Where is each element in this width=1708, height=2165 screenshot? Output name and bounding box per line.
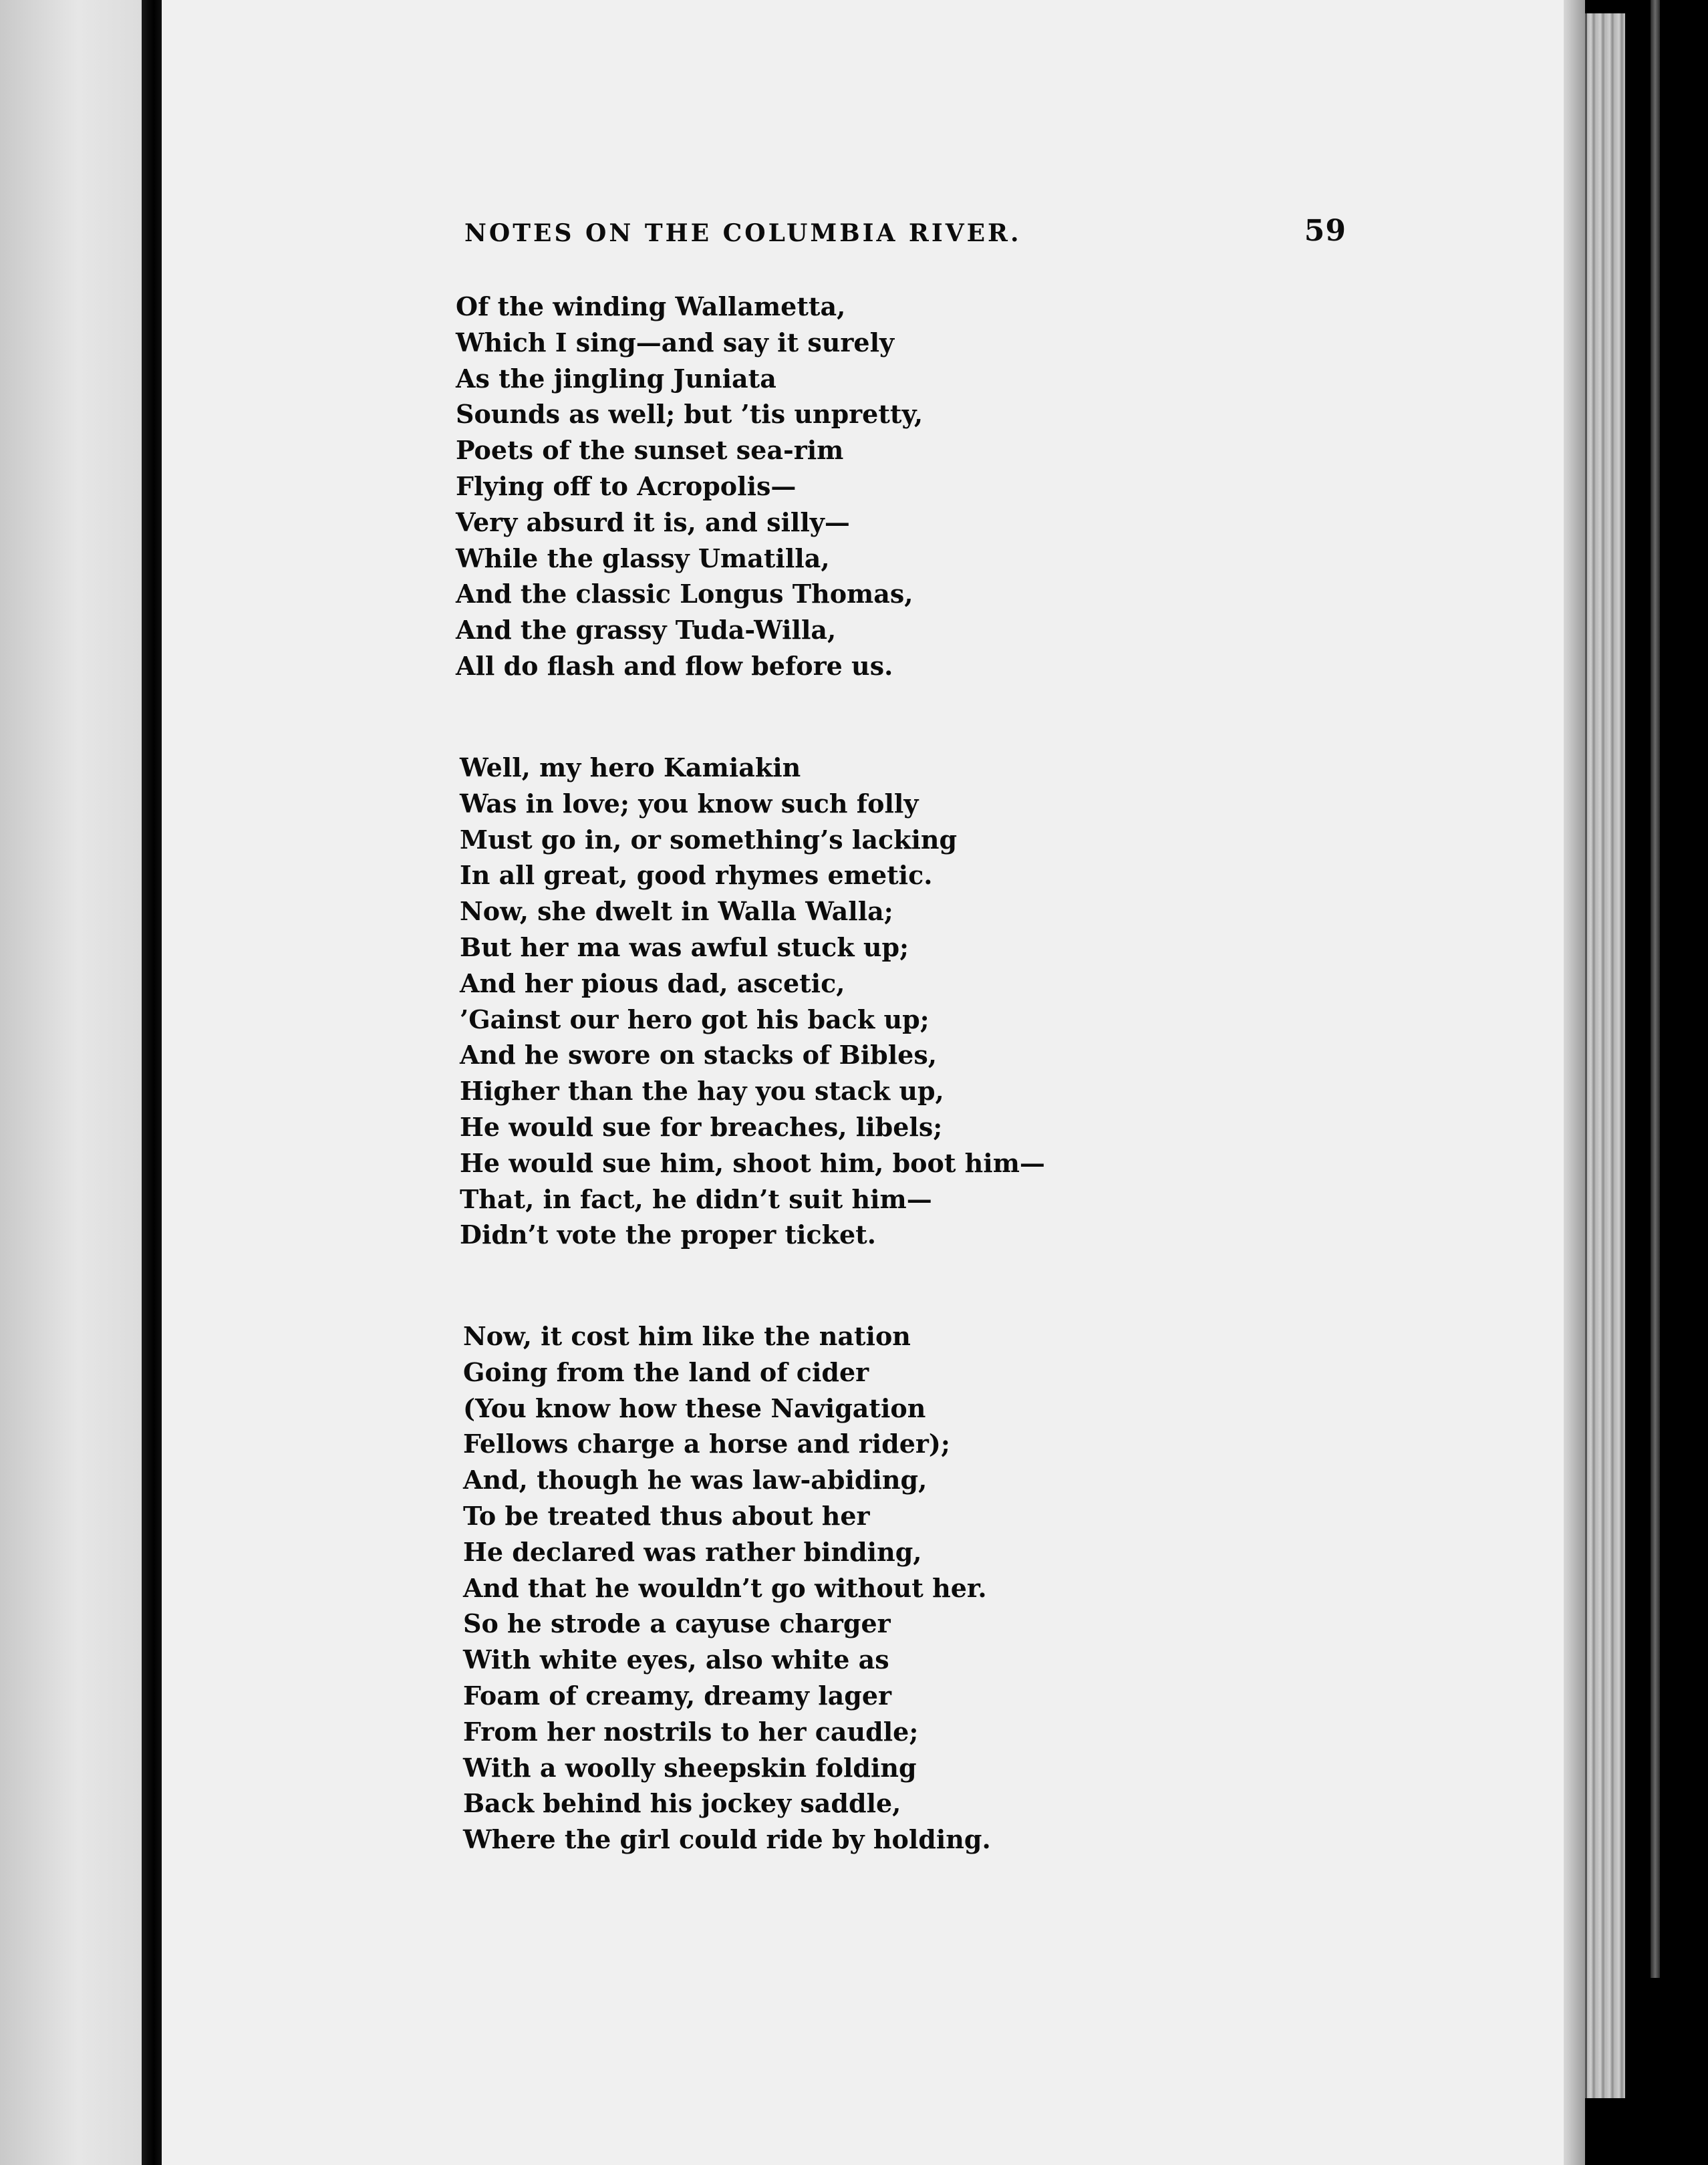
poem-line: He declared was rather binding, bbox=[463, 1536, 922, 1567]
page-stack-edge bbox=[1585, 13, 1627, 2098]
poem-line: And the classic Longus Thomas, bbox=[456, 579, 913, 609]
poem-line: He would sue for breaches, libels; bbox=[460, 1111, 943, 1142]
poem-line: Now, it cost him like the nation bbox=[463, 1321, 911, 1351]
poem-line: And her pious dad, ascetic, bbox=[460, 968, 845, 998]
poem-line: Of the winding Wallametta, bbox=[456, 291, 846, 321]
poem-line: And that he wouldn’t go without her. bbox=[463, 1572, 987, 1603]
book-page bbox=[162, 0, 1573, 2165]
poem-line: Going from the land of cider bbox=[463, 1356, 869, 1387]
page-edge-shadow bbox=[1564, 0, 1585, 2165]
poem-line: To be treated thus about her bbox=[463, 1500, 870, 1531]
poem-line: Well, my hero Kamiakin bbox=[460, 752, 801, 782]
poem-line: But her ma was awful stuck up; bbox=[460, 931, 909, 962]
poem-line: Must go in, or something’s lacking bbox=[460, 824, 958, 855]
poem-line: (You know how these Navigation bbox=[463, 1393, 926, 1423]
poem-line: Fellows charge a horse and rider); bbox=[463, 1429, 950, 1459]
poem-line: And, though he was law-abiding, bbox=[463, 1465, 928, 1495]
poem-line: Higher than the hay you stack up, bbox=[460, 1076, 944, 1107]
stanza-2 bbox=[460, 750, 1045, 1253]
poem-line: Didn’t vote the proper ticket. bbox=[460, 1219, 876, 1250]
stanza-3 bbox=[463, 1318, 991, 1858]
poem-line: Which I sing—and say it surely bbox=[456, 327, 895, 357]
poem-line: Sounds as well; but ’tis unpretty, bbox=[456, 399, 923, 430]
facing-page-edge bbox=[0, 0, 142, 2165]
poem-line: Foam of creamy, dreamy lager bbox=[463, 1680, 892, 1711]
page-number: 59 bbox=[1304, 214, 1346, 248]
scan-background bbox=[1625, 0, 1708, 2165]
poem-line: From her nostrils to her caudle; bbox=[463, 1716, 919, 1747]
poem-line: Poets of the sunset sea-rim bbox=[456, 435, 844, 466]
stanza-1 bbox=[456, 289, 923, 684]
poem-line: He would sue him, shoot him, boot him— bbox=[460, 1147, 1045, 1178]
poem-line: Was in love; you know such folly bbox=[460, 788, 919, 819]
poem-line: Very absurd it is, and silly— bbox=[456, 507, 850, 537]
poem-line: With white eyes, also white as bbox=[463, 1644, 889, 1675]
poem-line: And the grassy Tuda-Willa, bbox=[456, 615, 837, 645]
poem-line: Back behind his jockey saddle, bbox=[463, 1788, 901, 1819]
book-gutter bbox=[142, 0, 162, 2165]
poem-line: That, in fact, he didn’t suit him— bbox=[460, 1183, 932, 1214]
poem-line: ’Gainst our hero got his back up; bbox=[460, 1004, 930, 1034]
poem-line: In all great, good rhymes emetic. bbox=[460, 860, 933, 891]
running-title: NOTES ON THE COLUMBIA RIVER. bbox=[464, 219, 1022, 247]
cover-edge bbox=[1651, 0, 1660, 1978]
poem-line: All do flash and flow before us. bbox=[456, 650, 893, 681]
poem-line: And he swore on stacks of Bibles, bbox=[460, 1040, 937, 1070]
running-head bbox=[464, 214, 1346, 259]
poem-line: As the jingling Juniata bbox=[456, 363, 776, 394]
poem-line: Now, she dwelt in Walla Walla; bbox=[460, 896, 893, 927]
poem-line: With a woolly sheepskin folding bbox=[463, 1752, 917, 1783]
poem-line: Flying off to Acropolis— bbox=[456, 470, 797, 501]
poem-line: So he strode a cayuse charger bbox=[463, 1608, 891, 1639]
poem-line: Where the girl could ride by holding. bbox=[463, 1824, 991, 1855]
poem-line: While the glassy Umatilla, bbox=[456, 543, 830, 573]
